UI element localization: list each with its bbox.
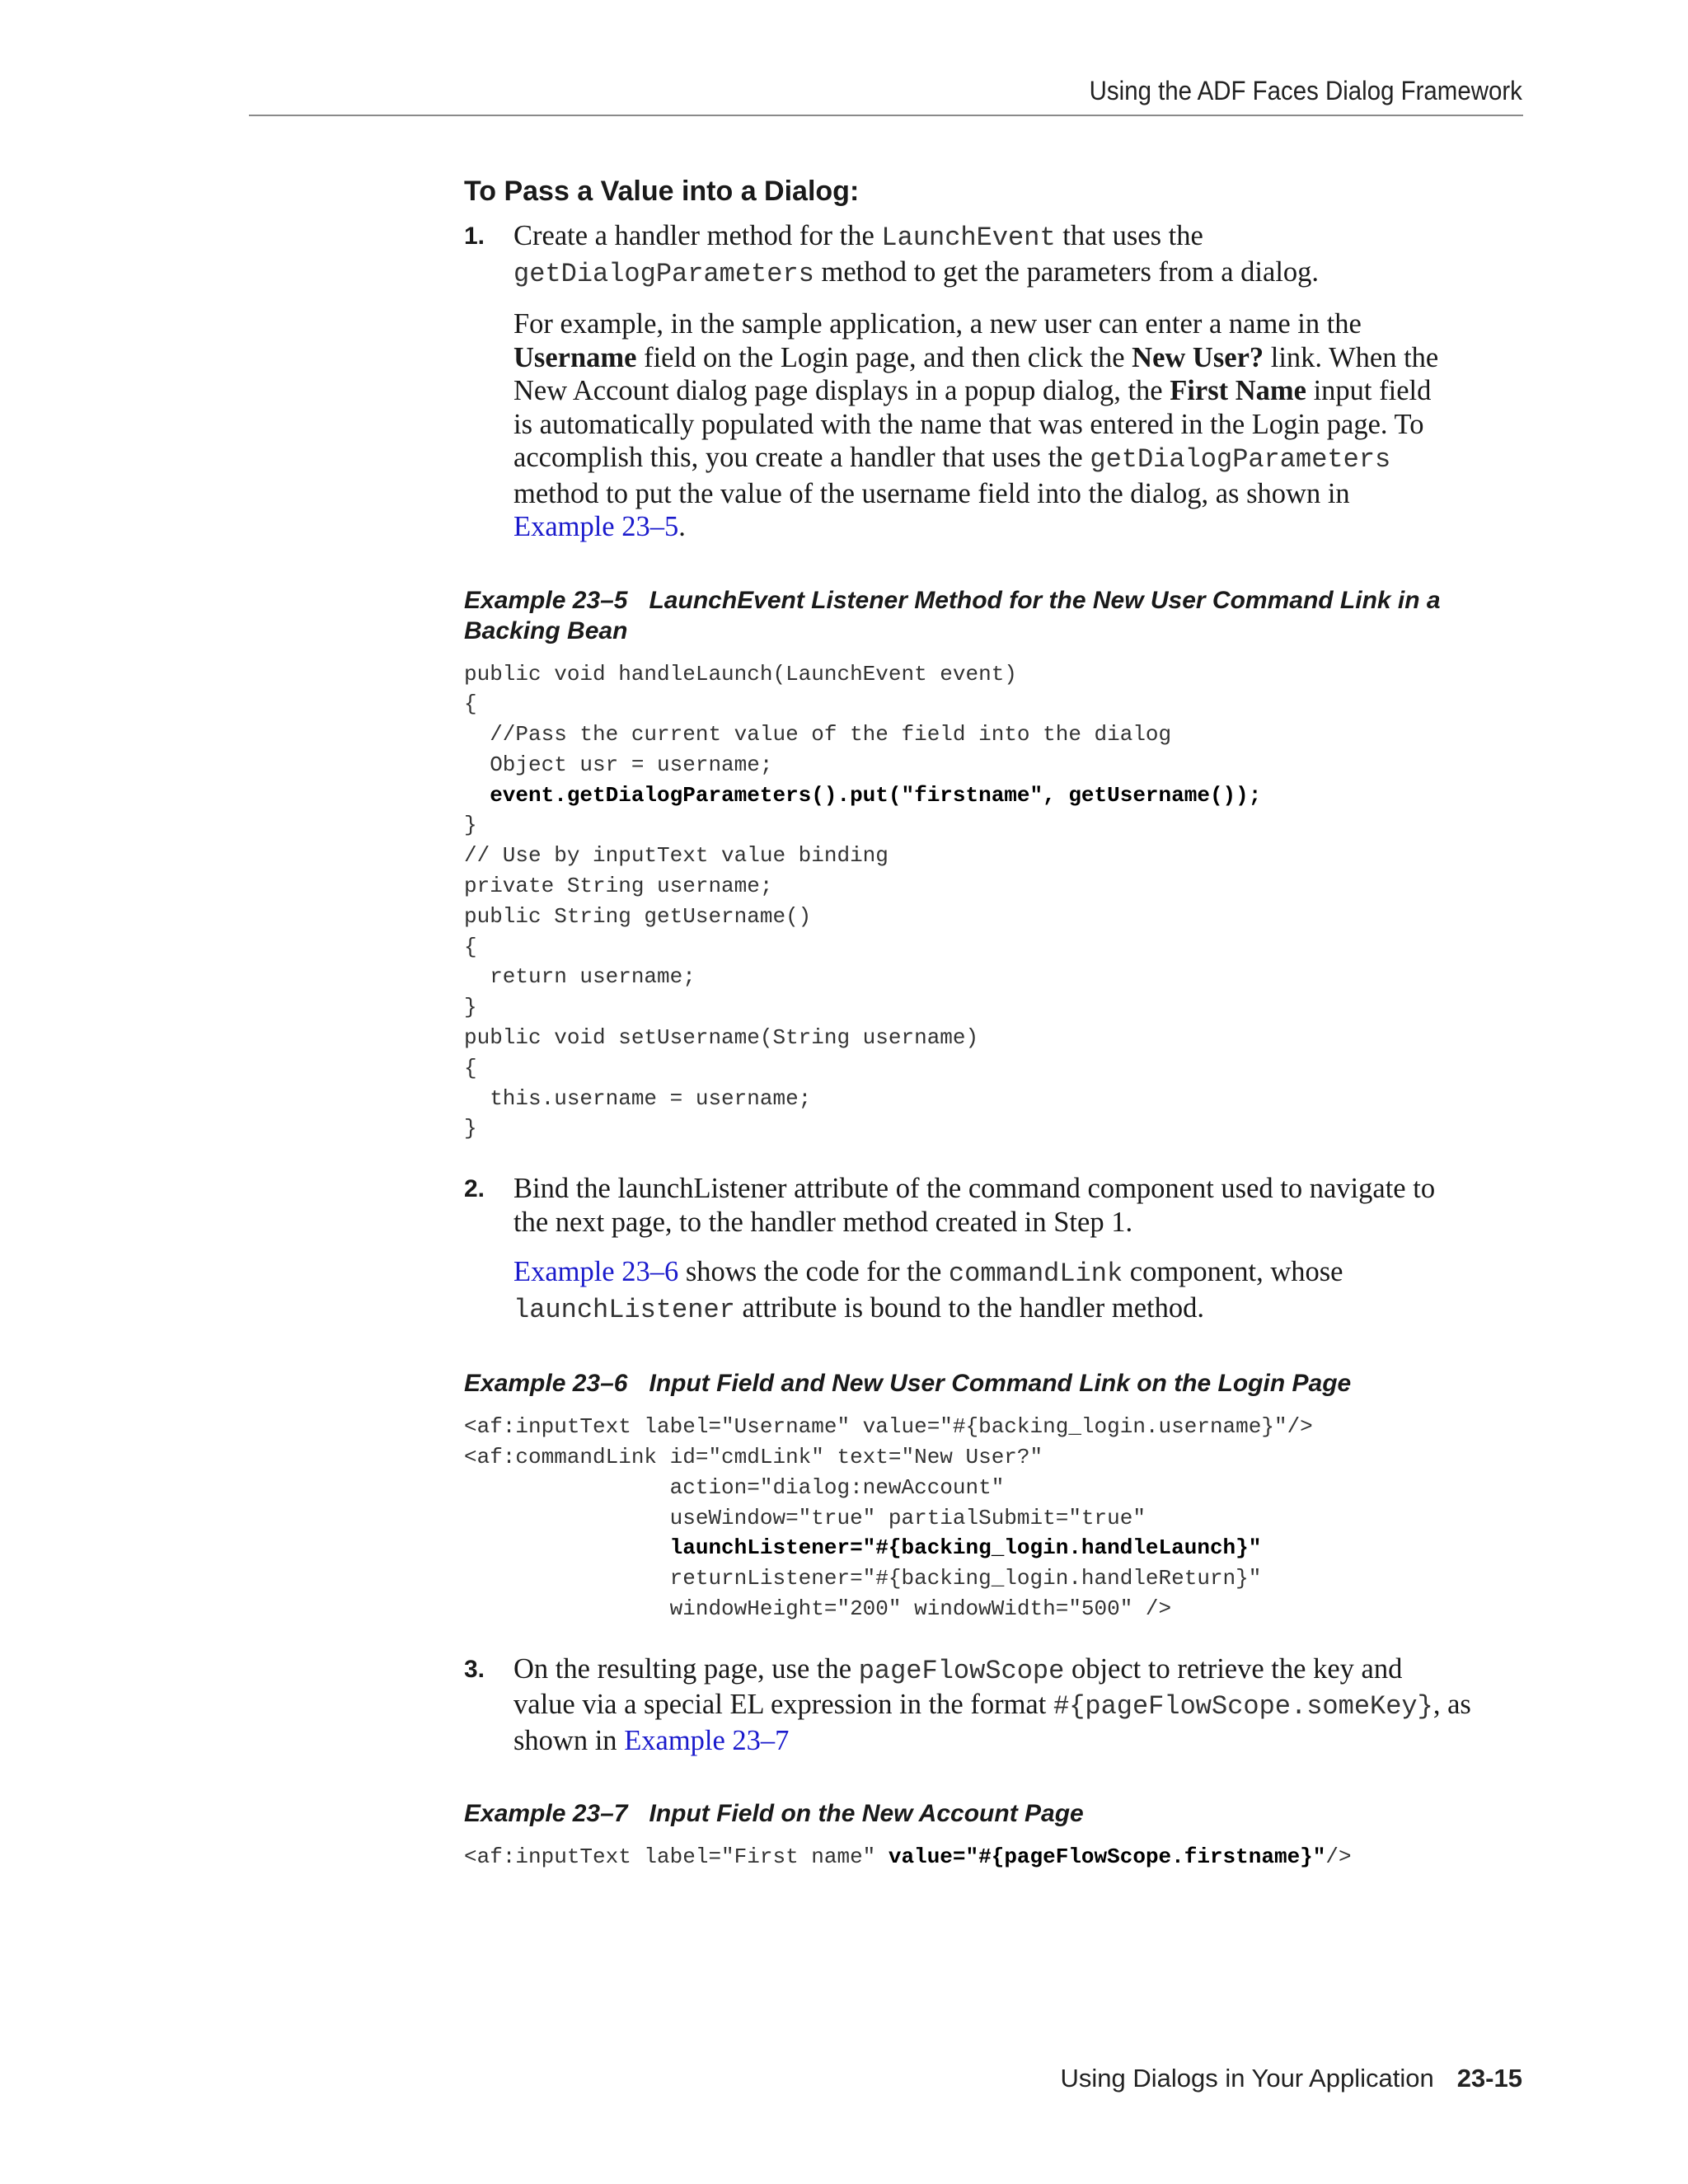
code-line: return username; xyxy=(464,964,696,990)
step-1 xyxy=(464,219,1536,544)
example-caption: Example 23–5 LaunchEvent Listener Method for the New User Command Link in a Backing Bean xyxy=(464,586,1441,644)
code-line: Object usr = username; xyxy=(464,752,773,777)
step-2-explanation: Example 23–6 shows the code for the commandLink component, whose launchListener attribute is bound to the handler method. xyxy=(513,1256,1343,1325)
header-rule xyxy=(249,115,1523,116)
code-line: public void setUsername(String username) xyxy=(464,1025,979,1051)
step-number: 3. xyxy=(464,1655,485,1683)
code-line: windowHeight="200" windowWidth="500" /> xyxy=(464,1596,1172,1622)
code-line: <af:inputText label="First name" value="#{pageFlowScope.firstname}"/> xyxy=(464,1844,1352,1870)
step-1-instruction: Create a handler method for the LaunchEvent that uses the getDialogParameters method to get the parameters from a dialog. xyxy=(513,220,1320,289)
code-line: this.username = username; xyxy=(464,1085,812,1111)
example-caption: Example 23–6 Input Field and New User Command Link on the Login Page xyxy=(464,1370,1352,1398)
example-23-6 xyxy=(464,1368,1536,1624)
code-line: private String username; xyxy=(464,874,773,899)
step-3 xyxy=(464,1652,1536,1758)
code-line: } xyxy=(464,1116,477,1141)
code-block xyxy=(464,1842,1536,1872)
code-line: launchListener="#{backing_login.handleLaunch}" xyxy=(464,1535,1262,1561)
code-line: public String getUsername() xyxy=(464,903,812,929)
step-2-instruction: Bind the launchListener attribute of the command component used to navigate to the next page, to the handler method created in Step 1. xyxy=(513,1173,1436,1238)
code-line: event.getDialogParameters().put("firstname", getUsername()); xyxy=(464,782,1262,808)
example-23-6-link[interactable]: Example 23–6 xyxy=(513,1256,679,1288)
code-line: returnListener="#{backing_login.handleReturn}" xyxy=(464,1566,1262,1591)
code-line: public void handleLaunch(LaunchEvent event) xyxy=(464,661,1017,687)
page-content xyxy=(464,173,1536,1872)
example-23-5 xyxy=(464,585,1536,1145)
running-header: Using the ADF Faces Dialog Framework xyxy=(1089,76,1522,105)
step-number: 1. xyxy=(464,223,485,250)
code-line: { xyxy=(464,1055,477,1080)
code-line: <af:commandLink id="cmdLink" text="New User?" xyxy=(464,1445,1043,1470)
example-23-5-link[interactable]: Example 23–5 xyxy=(513,511,679,542)
code-line: <af:inputText label="Username" value="#{backing_login.username}"/> xyxy=(464,1414,1313,1440)
example-23-7 xyxy=(464,1798,1536,1872)
footer-section-title: Using Dialogs in Your Application xyxy=(1060,2064,1434,2093)
code-line: action="dialog:newAccount" xyxy=(464,1474,1005,1500)
page-footer xyxy=(1060,2064,1522,2093)
code-line: } xyxy=(464,995,477,1020)
page-number: 23-15 xyxy=(1456,2064,1522,2093)
code-line: { xyxy=(464,691,477,717)
step-3-instruction: On the resulting page, use the pageFlowScope object to retrieve the key and value via a special EL expression in the format #{pageFlowScope.someKey}, as shown in Example 23–7 xyxy=(513,1652,1471,1756)
code-block xyxy=(464,659,1536,1145)
step-2 xyxy=(464,1172,1536,1327)
code-block xyxy=(464,1412,1536,1624)
code-line: // Use by inputText value binding xyxy=(464,843,889,869)
code-line: //Pass the current value of the field into the dialog xyxy=(464,722,1172,748)
example-23-7-link[interactable]: Example 23–7 xyxy=(624,1724,790,1756)
step-1-explanation: For example, in the sample application, a new user can enter a name in the Username field on the Login page, and then click the New User? link. When the New Account dialog page displays in a popup dialog, the First Name input field is automatically populated with the name that was entered in the Login page. To accomplish this, you create a handler that uses the getDialogParameters method to put the value of the username field into the dialog, as shown in Example 23–5. xyxy=(513,308,1439,542)
code-line: { xyxy=(464,934,477,959)
code-line: } xyxy=(464,813,477,838)
code-line: useWindow="true" partialSubmit="true" xyxy=(464,1505,1146,1530)
step-number: 2. xyxy=(464,1175,485,1203)
procedure-heading: To Pass a Value into a Dialog: xyxy=(464,176,860,207)
example-caption: Example 23–7 Input Field on the New Account Page xyxy=(464,1800,1084,1828)
